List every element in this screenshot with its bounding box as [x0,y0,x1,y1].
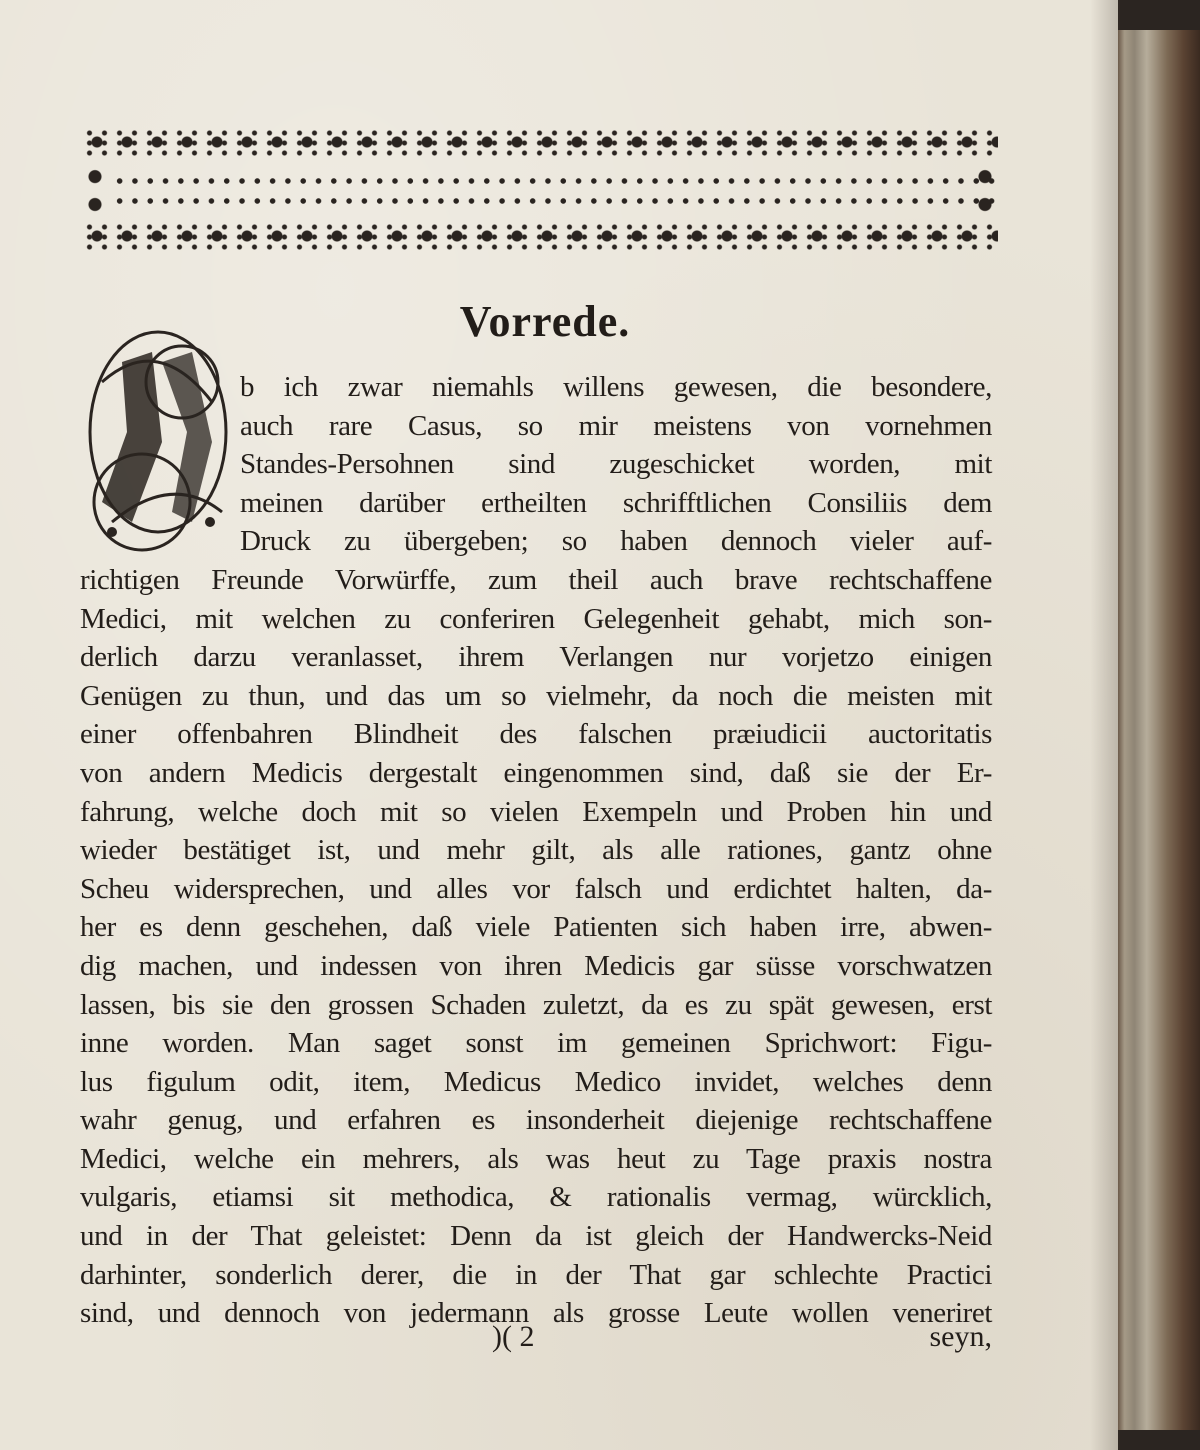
text-line: von andern Medicis dergestalt eingenommen sind, daß sie der Er- [80,756,992,789]
text-line: Medici, welche ein mehrers, als was heut zu Tage praxis nostra [80,1142,992,1175]
text-line: lus figulum odit, item, Medicus Medico invidet, welches denn [80,1065,992,1098]
page-footer [0,1320,1000,1360]
text-line: wieder bestätiget ist, und mehr gilt, als alle rationes, gantz ohne [80,834,992,867]
text-line: auch rare Casus, so mir meistens von vornehmen [240,409,992,442]
text-line: Druck zu übergeben; so haben dennoch vieler auf- [240,525,992,558]
text-line: dig machen, und indessen von ihren Medicis gar süsse vorschwatzen [80,949,992,982]
ornament-row-top [82,128,998,156]
text-line: sind, und dennoch von jedermann als grosse Leute wollen veneriret [80,1297,992,1330]
text-line: inne worden. Man saget sonst im gemeinen Sprichwort: Figu- [80,1027,992,1060]
ornament-dots-lower [112,196,998,206]
text-line: Standes-Persohnen sind zugeschicket worden, mit [240,448,992,481]
ornament-row-bottom [82,222,998,250]
text-line: wahr genug, und erfahren es insonderheit diejenige rechtschaffene [80,1104,992,1137]
ornamental-header-border [82,128,998,252]
ornament-side-right [972,158,998,220]
text-line: Scheu widersprechen, und alles vor falsch und erdichtet halten, da- [80,872,992,905]
ornament-dots-upper [112,176,998,186]
text-line: fahrung, welche doch mit so vielen Exempeln und Proben hin und [80,795,992,828]
ornament-side-left [82,158,108,220]
text-line: darhinter, sonderlich derer, die in der That gar schlechte Practici [80,1258,992,1291]
text-line: Genügen zu thun, und das um so vielmehr, da noch die meisten mit [80,679,992,712]
text-line: richtigen Freunde Vorwürffe, zum theil auch brave rechtschaffene [80,563,992,596]
page-heading: Vorrede. [459,297,631,346]
book-edge [1118,30,1200,1430]
text-line: einer offenbahren Blindheit des falschen præiudicii auctoritatis [80,718,992,751]
text-line: lassen, bis sie den grossen Schaden zuletzt, da es zu spät gewesen, erst [80,988,992,1021]
text-line: her es denn geschehen, daß viele Patienten sich haben irre, abwen- [80,911,992,944]
text-line: Medici, mit welchen zu conferiren Gelegenheit gehabt, mich son- [80,602,992,635]
text-line: vulgaris, etiamsi sit methodica, & rationalis vermag, würcklich, [80,1181,992,1214]
text-line: meinen darüber ertheilten schrifftlichen Consiliis dem [240,486,992,519]
text-line: und in der That geleistet: Denn da ist gleich der Handwercks-Neid [80,1220,992,1253]
text-line: derlich darzu veranlasset, ihrem Verlangen nur vorjetzo einigen [80,641,992,674]
signature-mark: )( 2 [492,1320,535,1353]
catchword: seyn, [929,1320,992,1353]
body-text [80,368,992,1333]
gutter-shadow [1090,0,1120,1450]
text-line: b ich zwar niemahls willens gewesen, die besondere, [240,371,992,403]
